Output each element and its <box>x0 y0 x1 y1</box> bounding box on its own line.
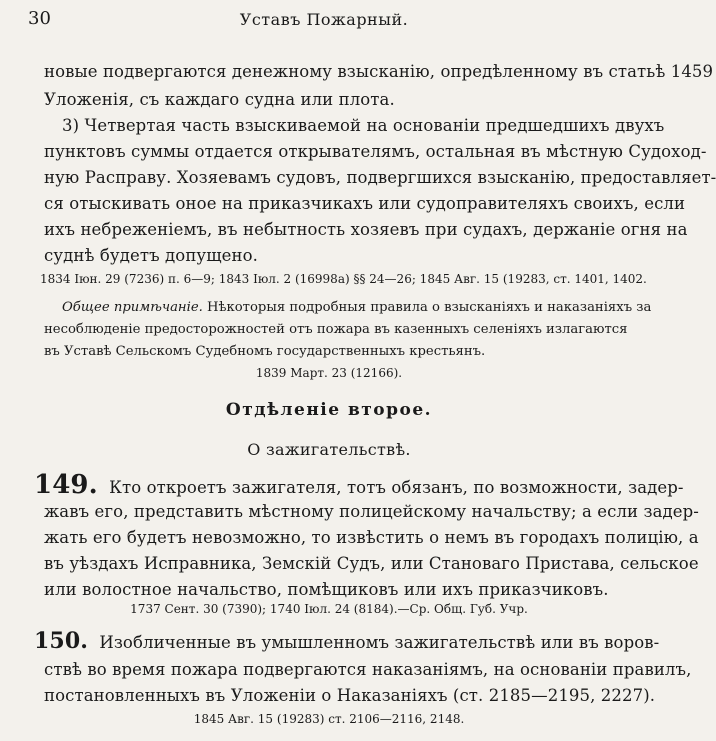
general-note-text: Нѣкоторыя подробныя правила о взысканіяхъ и наказаніяхъ за <box>207 300 652 315</box>
page-number: 30 <box>28 8 51 29</box>
general-note-citation: 1839 Март. 23 (12166). <box>255 366 403 380</box>
article-150-line <box>34 628 660 654</box>
body-line: ся отыскивать оное на приказчикахъ или судоправителяхъ своихъ, если <box>44 194 686 213</box>
article-149-line <box>34 470 684 500</box>
subsection-title: О зажигательствѣ. <box>247 440 411 459</box>
body-line: 3) Четвертая часть взыскиваемой на основаніи предшедшихъ двухъ <box>62 116 665 135</box>
general-note-label: Общее примѣчаніе. <box>62 300 203 315</box>
body-line: пунктовъ суммы отдается открывателямъ, остальная въ мѣстную Судоход- <box>44 142 707 161</box>
article-150-line: постановленныхъ въ Уложеніи о Наказаніяхъ (ст. 2185—2195, 2227). <box>44 686 656 705</box>
section-title: Отдѣленіе второе. <box>225 400 433 420</box>
general-note-line: несоблюденіе предосторожностей отъ пожара въ казенныхъ селеніяхъ излагаются <box>44 322 628 337</box>
article-149-line: жавъ его, представить мѣстному полицейскому начальству; а если задер- <box>44 502 699 521</box>
article-150-text: Изобличенные въ умышленномъ зажигательствѣ или въ воров- <box>99 633 660 652</box>
general-note-line <box>62 300 652 315</box>
article-149-line: жать его будетъ невозможно, то извѣстить о немъ въ городахъ полицію, а <box>44 528 699 547</box>
article-150-number: 150. <box>34 628 88 654</box>
article-150-line: ствѣ во время пожара подвергаются наказаніямъ, на основаніи правилъ, <box>44 660 692 679</box>
body-line: ихъ небреженіемъ, въ небытность хозяевъ при судахъ, держаніе огня на <box>44 220 688 239</box>
running-title: Уставъ Пожарный. <box>239 10 409 29</box>
citation: 1834 Іюн. 29 (7236) п. 6—9; 1843 Іюл. 2 (16998а) §§ 24—26; 1845 Авг. 15 (19283, ст. 1401, 1402. <box>40 272 647 286</box>
body-line: Уложенія, съ каждаго судна или плота. <box>44 90 395 109</box>
general-note-line: въ Уставѣ Сельскомъ Судебномъ государственныхъ крестьянъ. <box>44 344 486 359</box>
body-line: суднѣ будетъ допущено. <box>44 246 259 265</box>
body-line: новые подвергаются денежному взысканію, опредѣленному въ статьѣ 1459 <box>44 62 714 81</box>
article-150-citation: 1845 Авг. 15 (19283) ст. 2106—2116, 2148. <box>193 712 465 726</box>
article-149-text: Кто откроетъ зажигателя, тотъ обязанъ, по возможности, задер- <box>109 478 684 497</box>
page-header <box>28 8 620 32</box>
article-149-line: въ уѣздахъ Исправника, Земскій Судъ, или Становаго Пристава, сельское <box>44 554 699 573</box>
article-149-number: 149. <box>34 470 98 500</box>
article-149-citation: 1737 Сент. 30 (7390); 1740 Іюл. 24 (8184).—Ср. Общ. Губ. Учр. <box>130 602 528 616</box>
article-149-line: или волостное начальство, помѣщиковъ или ихъ приказчиковъ. <box>44 580 609 599</box>
body-line: ную Расправу. Хозяевамъ судовъ, подвергшихся взысканію, предоставляет- <box>44 168 716 187</box>
